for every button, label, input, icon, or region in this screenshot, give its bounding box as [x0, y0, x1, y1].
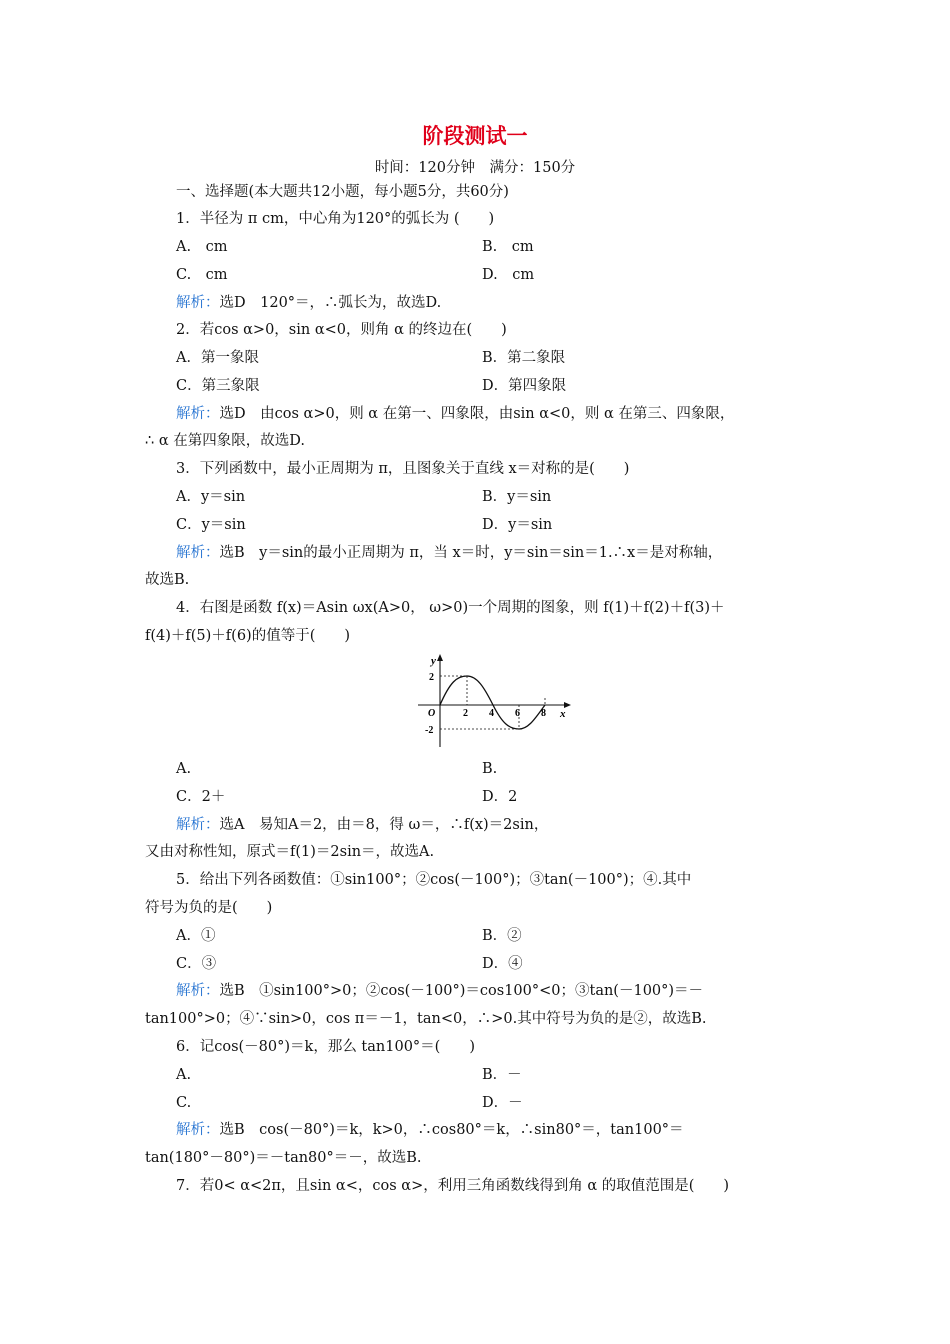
q5-option-c: C．③: [176, 956, 217, 972]
q5-solution-cont: tan100°>0；④∵sin>0，cos π＝－1，tan<0，∴>0.其中符号为负的是②，故选B.: [145, 1011, 707, 1027]
question-7: 7．若0< α<2π，且sin α<，cos α>，利用三角函数线得到角 α 的取值范围是( ): [176, 1178, 730, 1194]
question-2: 2．若cos α>0，sin α<0，则角 α 的终边在( ): [176, 322, 507, 338]
q6-option-b: B．－: [482, 1067, 522, 1083]
x-axis-label: x: [560, 708, 566, 720]
q3-option-d: D．y＝sin: [482, 517, 553, 533]
q4-option-d: D．2: [482, 789, 518, 805]
question-5: 5．给出下列各函数值：①sin100°；②cos(－100°)；③tan(－100°)；④.其中: [176, 872, 692, 888]
question-6: 6．记cos(－80°)＝k，那么 tan100°＝( ): [176, 1039, 475, 1055]
y-tick-label: 2: [429, 672, 434, 683]
q1-option-b: B. cm: [482, 239, 534, 255]
q1-option-a: A. cm: [176, 239, 228, 255]
q4-option-b: B.: [482, 761, 498, 777]
q5-option-b: B．②: [482, 928, 522, 944]
q1-option-d: D. cm: [482, 267, 535, 283]
y-tick-label: -2: [425, 725, 434, 736]
exam-info: 时间：120分钟 满分：150分: [374, 160, 576, 176]
y-axis-label: y: [431, 655, 436, 667]
q4-solution-cont: 又由对称性知，原式＝f(1)＝2sin＝，故选A.: [145, 844, 435, 860]
question-3: 3．下列函数中，最小正周期为 π，且图象关于直线 x＝对称的是( ): [176, 461, 630, 477]
page-title: 阶段测试一: [422, 123, 528, 148]
section-heading: 一、选择题(本大题共12小题，每小题5分，共60分): [176, 184, 509, 200]
q4-option-a: A.: [176, 761, 192, 777]
q1-option-c: C. cm: [176, 267, 228, 283]
q6-option-a: A.: [176, 1067, 192, 1083]
x-tick-label: 8: [541, 708, 546, 719]
x-tick-label: 4: [489, 708, 494, 719]
sine-graph: [412, 652, 572, 752]
q3-solution: [176, 543, 722, 563]
solution-label: 解析：: [176, 817, 220, 833]
solution-label: 解析：: [176, 406, 220, 422]
solution-text: 选D 由cos α>0，则 α 在第一、四象限，由sin α<0，则 α 在第三、四象限，: [219, 406, 735, 422]
solution-text: 选D 120°＝，∴弧长为，故选D.: [219, 295, 442, 311]
q2-solution-cont: ∴ α 在第四象限，故选D.: [145, 433, 305, 449]
q5-solution: [176, 981, 703, 1001]
solution-text: 选A 易知A＝2，由＝8，得 ω＝，∴f(x)＝2sin，: [219, 817, 549, 833]
q4-option-c: C．2＋: [176, 789, 226, 805]
question-1: 1．半径为 π cm，中心角为120°的弧长为 ( ): [176, 211, 495, 227]
q6-option-c: C.: [176, 1095, 192, 1111]
q6-solution-cont: tan(180°－80°)＝－tan80°＝－，故选B.: [145, 1150, 422, 1166]
question-4: 4．右图是函数 f(x)＝Asin ωx(A>0， ω>0)一个周期的图象，则 f(1)＋f(2)＋f(3)＋: [176, 600, 725, 616]
solution-label: 解析：: [176, 1122, 220, 1138]
sine-curve: [440, 676, 545, 729]
solution-text: 选B ①sin100°>0；②cos(－100°)＝cos100°<0；③tan(－100°)＝－: [219, 983, 704, 999]
question-5-cont: 符号为负的是( ): [145, 900, 273, 916]
q4-solution: [176, 815, 548, 835]
q6-option-d: D．－: [482, 1095, 523, 1111]
solution-text: 选B cos(－80°)＝k，k>0，∴cos80°＝k，∴sin80°＝，tan100°＝: [219, 1122, 684, 1138]
solution-label: 解析：: [176, 983, 220, 999]
q3-option-a: A．y＝sin: [176, 489, 246, 505]
question-4-cont: f(4)＋f(5)＋f(6)的值等于( ): [145, 628, 351, 644]
q3-option-c: C．y＝sin: [176, 517, 246, 533]
q6-solution: [176, 1120, 684, 1140]
q5-option-d: D．④: [482, 956, 523, 972]
x-tick-label: 6: [515, 708, 520, 719]
q1-solution: [176, 293, 441, 313]
q3-option-b: B．y＝sin: [482, 489, 552, 505]
q2-option-b: B．第二象限: [482, 350, 566, 366]
solution-label: 解析：: [176, 295, 220, 311]
x-tick-label: 2: [463, 708, 468, 719]
solution-label: 解析：: [176, 545, 220, 561]
q5-option-a: A．①: [176, 928, 216, 944]
q2-option-a: A．第一象限: [176, 350, 259, 366]
solution-text: 选B y＝sin的最小正周期为 π，当 x＝时，y＝sin＝sin＝1.∴x＝是对称轴，: [219, 545, 723, 561]
q2-option-c: C．第三象限: [176, 378, 260, 394]
q2-option-d: D．第四象限: [482, 378, 567, 394]
q3-solution-cont: 故选B.: [145, 572, 190, 588]
origin-label: O: [428, 708, 436, 719]
q2-solution: [176, 404, 734, 424]
